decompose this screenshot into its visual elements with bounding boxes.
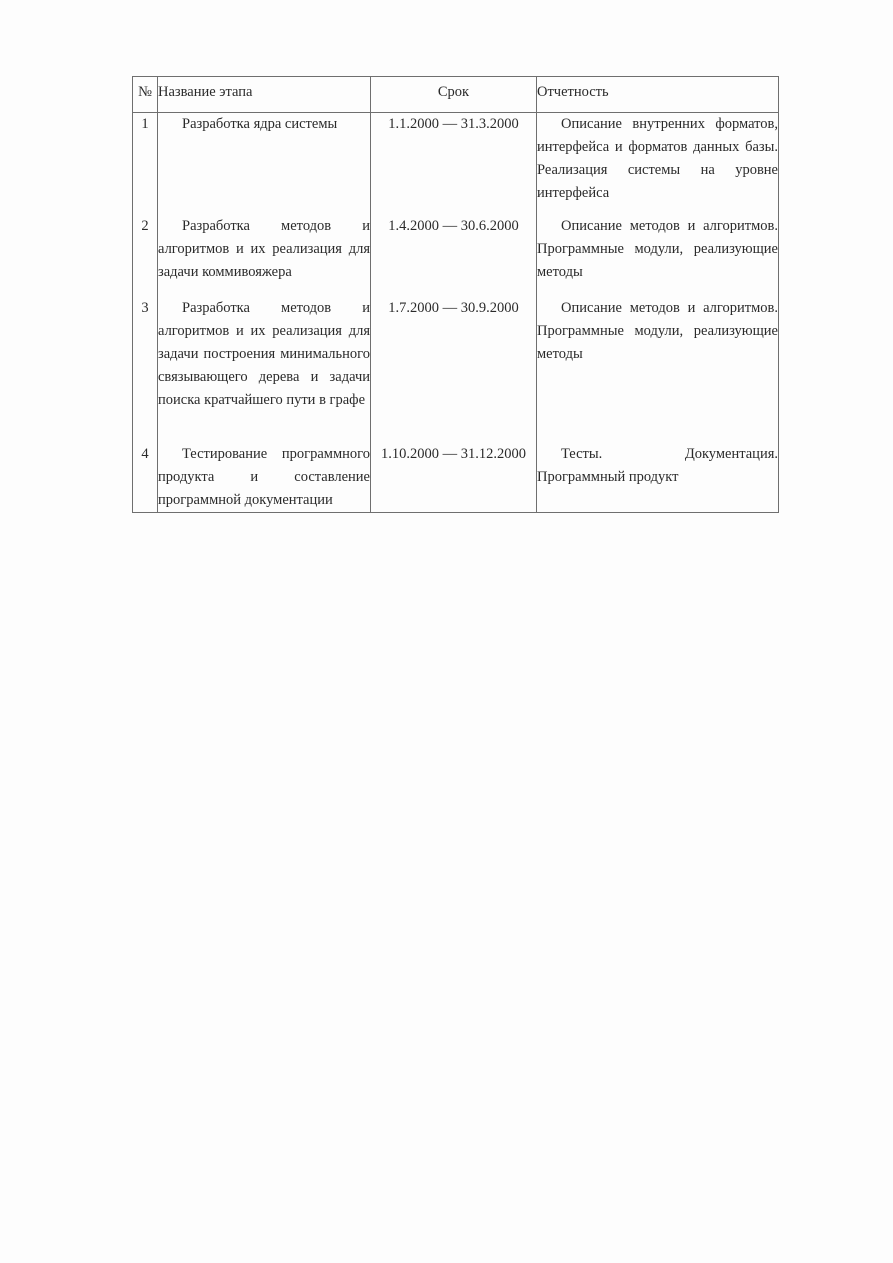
table-header-row [133, 77, 779, 113]
header-stage-name: Название этапа [158, 77, 371, 113]
stages-table [132, 76, 779, 513]
header-number: № [133, 77, 158, 113]
cell-number: 2 [133, 215, 158, 297]
table-row [133, 443, 779, 513]
header-reporting: Отчетность [537, 77, 779, 113]
cell-term: 1.4.2000 — 30.6.2000 [371, 215, 537, 297]
cell-stage-name: Разработка ядра системы [158, 113, 371, 216]
table-row [133, 215, 779, 297]
cell-stage-name: Разработка методов и алгоритмов и их реализация для задачи коммивояжера [158, 215, 371, 297]
cell-reporting: Тесты. Документация. Программный продукт [537, 443, 779, 513]
cell-reporting: Описание методов и алгоритмов. Программные модули, реализующие методы [537, 297, 779, 443]
cell-term: 1.10.2000 — 31.12.2000 [371, 443, 537, 513]
table-row [133, 113, 779, 216]
cell-stage-name: Разработка методов и алгоритмов и их реализация для задачи построения минимального связывающего дерева и задачи поиска кратчайшего пути в графе [158, 297, 371, 443]
cell-number: 4 [133, 443, 158, 513]
cell-reporting: Описание методов и алгоритмов. Программные модули, реализующие методы [537, 215, 779, 297]
cell-number: 1 [133, 113, 158, 216]
cell-term: 1.1.2000 — 31.3.2000 [371, 113, 537, 216]
table-row [133, 297, 779, 443]
cell-number: 3 [133, 297, 158, 443]
header-term: Срок [371, 77, 537, 113]
cell-term: 1.7.2000 — 30.9.2000 [371, 297, 537, 443]
cell-stage-name: Тестирование программного продукта и составление программной документации [158, 443, 371, 513]
cell-reporting: Описание внутренних форматов, интерфейса и форматов данных базы. Реализация системы на уровне интерфейса [537, 113, 779, 216]
